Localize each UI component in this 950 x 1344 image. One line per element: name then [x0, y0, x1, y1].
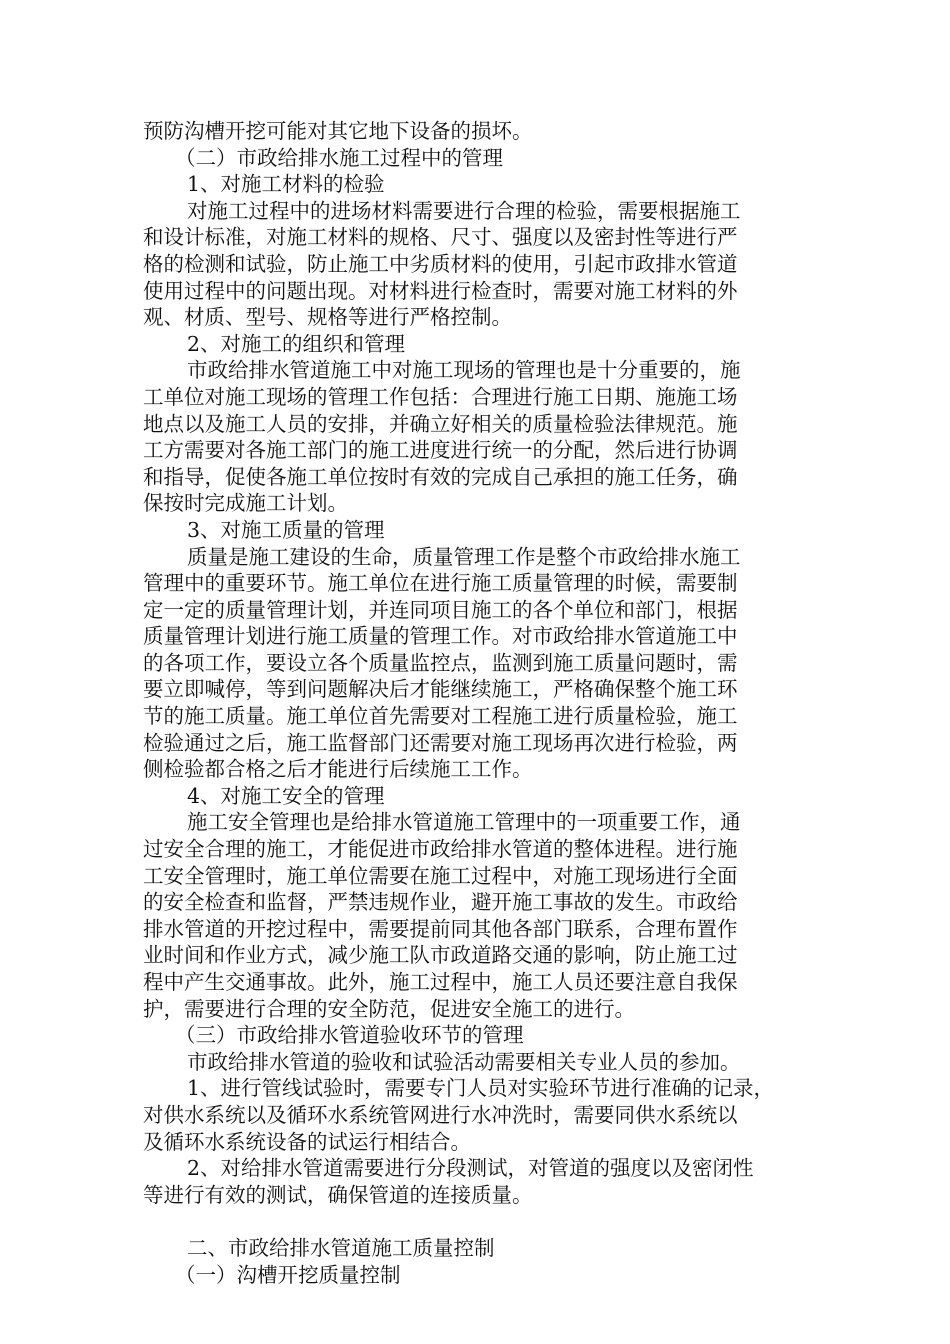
text-line: 观、材质、型号、规格等进行严格控制。	[143, 305, 512, 330]
section-heading: （三）市政给排水管道验收环节的管理	[175, 1023, 524, 1048]
text-line: 工安全管理时，施工单位需要在施工过程中，对施工现场进行全面	[143, 863, 738, 888]
subsection-heading: 3、对施工质量的管理	[187, 517, 385, 542]
text-line: 节的施工质量。施工单位首先需要对工程施工进行质量检验，施工	[143, 704, 738, 729]
text-line: 及循环水系统设备的试运行相结合。	[143, 1129, 471, 1154]
text-line: 过安全合理的施工，才能促进市政给排水管道的整体进程。进行施	[143, 837, 738, 862]
text-line: 管理中的重要环节。施工单位在进行施工质量管理的时候，需要制	[143, 571, 738, 596]
text-line: 对施工过程中的进场材料需要进行合理的检验，需要根据施工	[187, 198, 741, 223]
text-line: 和设计标准，对施工材料的规格、尺寸、强度以及密封性等进行严	[143, 225, 738, 250]
text-line: 2、对给排水管道需要进行分段测试，对管道的强度以及密闭性	[187, 1156, 754, 1181]
text-line: 等进行有效的测试，确保管道的连接质量。	[143, 1182, 533, 1207]
chapter-heading: 二、市政给排水管道施工质量控制	[187, 1235, 495, 1260]
text-line: 护，需要进行合理的安全防范，促进安全施工的进行。	[143, 996, 635, 1021]
section-heading: （一）沟槽开挖质量控制	[175, 1262, 401, 1287]
text-line: 侧检验都合格之后才能进行后续施工工作。	[143, 757, 533, 782]
subsection-heading: 1、对施工材料的检验	[187, 172, 385, 197]
text-line: 保按时完成施工计划。	[143, 491, 348, 516]
text-line: 的安全检查和监督，严禁违规作业，避开施工事故的发生。市政给	[143, 890, 738, 915]
document-page	[143, 118, 813, 1288]
text-line: 市政给排水管道施工中对施工现场的管理也是十分重要的，施	[187, 358, 741, 383]
text-line: 排水管道的开挖过程中，需要提前同其他各部门联系，合理布置作	[143, 916, 738, 941]
subsection-heading: 4、对施工安全的管理	[187, 783, 385, 808]
text-line: 施工安全管理也是给排水管道施工管理中的一项重要工作，通	[187, 810, 741, 835]
text-line: 的各项工作，要设立各个质量监控点，监测到施工质量问题时，需	[143, 650, 738, 675]
text-line: 程中产生交通事故。此外，施工过程中，施工人员还要注意自我保	[143, 970, 738, 994]
text-line: 检验通过之后，施工监督部门还需要对施工现场再次进行检验，两	[143, 730, 738, 755]
text-line: 和指导，促使各施工单位按时有效的完成自己承担的施工任务，确	[143, 464, 738, 489]
text-line: 1、进行管线试验时，需要专门人员对实验环节进行准确的记录，	[187, 1076, 775, 1101]
text-line: 使用过程中的问题出现。对材料进行检查时，需要对施工材料的外	[143, 278, 738, 303]
text-line: 地点以及施工人员的安排，并确立好相关的质量检验法律规范。施	[143, 411, 738, 436]
text-line: 质量是施工建设的生命，质量管理工作是整个市政给排水施工	[187, 544, 741, 569]
section-heading: （二）市政给排水施工过程中的管理	[175, 145, 503, 170]
text-line: 工单位对施工现场的管理工作包括：合理进行施工日期、施施工场	[143, 384, 738, 409]
text-line: 市政给排水管道的验收和试验活动需要相关专业人员的参加。	[187, 1049, 741, 1074]
blank-line	[143, 1208, 813, 1235]
text-line: 预防沟槽开挖可能对其它地下设备的损坏。	[143, 119, 533, 143]
text-line: 格的检测和试验，防止施工中劣质材料的使用，引起市政排水管道	[143, 251, 738, 276]
text-line: 定一定的质量管理计划，并连同项目施工的各个单位和部门，根据	[143, 597, 738, 622]
text-line: 工方需要对各施工部门的施工进度进行统一的分配，然后进行协调	[143, 438, 738, 463]
text-line: 质量管理计划进行施工质量的管理工作。对市政给排水管道施工中	[143, 624, 738, 649]
text-line: 对供水系统以及循环水系统管网进行水冲洗时，需要同供水系统以	[143, 1102, 738, 1127]
subsection-heading: 2、对施工的组织和管理	[187, 331, 406, 356]
text-line: 要立即喊停，等到问题解决后才能继续施工，严格确保整个施工环	[143, 677, 738, 702]
text-line: 业时间和作业方式，减少施工队市政道路交通的影响，防止施工过	[143, 943, 738, 968]
